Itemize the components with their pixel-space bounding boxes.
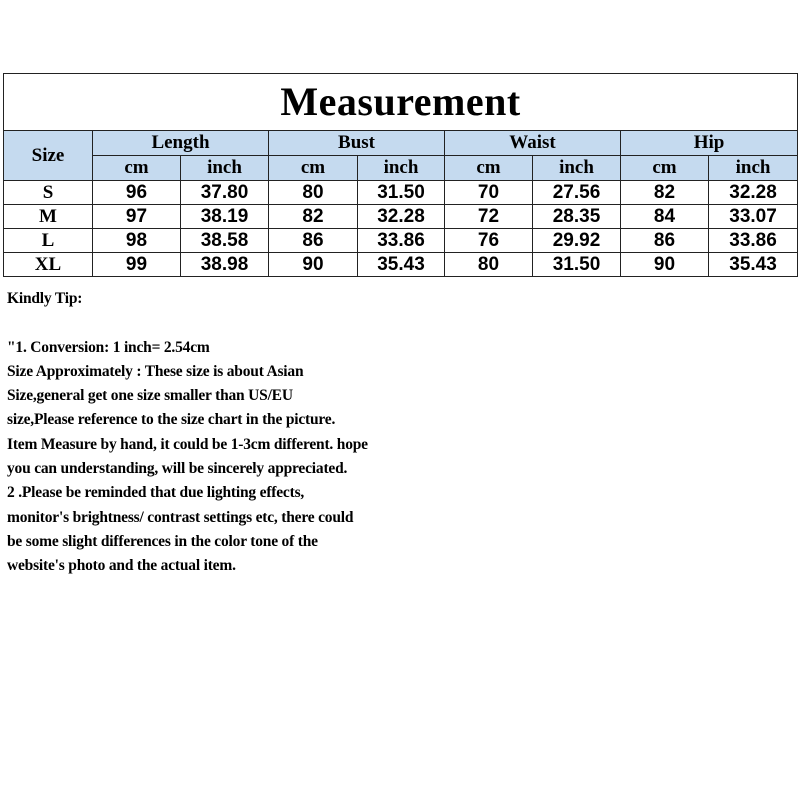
- unit-header: inch: [181, 156, 269, 181]
- unit-header: cm: [93, 156, 181, 181]
- value-cell: 72: [445, 205, 533, 229]
- value-cell: 33.86: [358, 229, 445, 253]
- size-cell: L: [4, 229, 93, 253]
- unit-header: inch: [358, 156, 445, 181]
- size-cell: M: [4, 205, 93, 229]
- group-header-bust: Bust: [269, 131, 445, 156]
- value-cell: 38.58: [181, 229, 269, 253]
- tip-line: monitor's brightness/ contrast settings etc, there could: [7, 508, 354, 526]
- value-cell: 96: [93, 181, 181, 205]
- unit-header-row: [4, 156, 798, 181]
- size-chart: [3, 73, 797, 277]
- value-cell: 33.07: [709, 205, 798, 229]
- unit-header: inch: [709, 156, 798, 181]
- value-cell: 37.80: [181, 181, 269, 205]
- value-cell: 27.56: [533, 181, 621, 205]
- value-cell: 35.43: [709, 253, 798, 277]
- size-cell: XL: [4, 253, 93, 277]
- value-cell: 98: [93, 229, 181, 253]
- value-cell: 28.35: [533, 205, 621, 229]
- unit-header: cm: [621, 156, 709, 181]
- kindly-tip-notes: [7, 287, 467, 579]
- value-cell: 70: [445, 181, 533, 205]
- value-cell: 86: [269, 229, 358, 253]
- value-cell: 80: [445, 253, 533, 277]
- value-cell: 90: [621, 253, 709, 277]
- group-header-hip: Hip: [621, 131, 798, 156]
- size-cell: S: [4, 181, 93, 205]
- value-cell: 90: [269, 253, 358, 277]
- value-cell: 33.86: [709, 229, 798, 253]
- value-cell: 31.50: [358, 181, 445, 205]
- value-cell: 31.50: [533, 253, 621, 277]
- value-cell: 38.19: [181, 205, 269, 229]
- group-header-row: [4, 131, 798, 156]
- tip-line: you can understanding, will be sincerely appreciated.: [7, 460, 348, 478]
- value-cell: 82: [269, 205, 358, 229]
- value-cell: 35.43: [358, 253, 445, 277]
- table-row: [4, 181, 798, 205]
- tip-line: 2 .Please be reminded that due lighting effects,: [7, 484, 305, 502]
- tip-line: be some slight differences in the color tone of the: [7, 532, 318, 550]
- unit-header: inch: [533, 156, 621, 181]
- size-header: Size: [4, 131, 93, 181]
- table-row: [4, 205, 798, 229]
- value-cell: 82: [621, 181, 709, 205]
- blank-line: [7, 311, 467, 335]
- value-cell: 32.28: [709, 181, 798, 205]
- value-cell: 32.28: [358, 205, 445, 229]
- tip-line: "1. Conversion: 1 inch= 2.54cm: [7, 338, 210, 356]
- group-header-length: Length: [93, 131, 269, 156]
- measurement-table: [3, 73, 798, 277]
- tip-heading: Kindly Tip:: [7, 290, 83, 307]
- value-cell: 99: [93, 253, 181, 277]
- value-cell: 29.92: [533, 229, 621, 253]
- value-cell: 76: [445, 229, 533, 253]
- table-row: [4, 229, 798, 253]
- value-cell: 97: [93, 205, 181, 229]
- tip-line: Size Approximately : These size is about Asian: [7, 362, 304, 380]
- table-title: Measurement: [4, 74, 798, 131]
- tip-line: website's photo and the actual item.: [7, 557, 236, 575]
- table-row: [4, 253, 798, 277]
- tip-line: Size,general get one size smaller than US/EU: [7, 387, 293, 405]
- tip-line: Item Measure by hand, it could be 1-3cm different. hope: [7, 435, 368, 453]
- group-header-waist: Waist: [445, 131, 621, 156]
- tip-line: size,Please reference to the size chart in the picture.: [7, 411, 336, 429]
- value-cell: 38.98: [181, 253, 269, 277]
- unit-header: cm: [269, 156, 358, 181]
- unit-header: cm: [445, 156, 533, 181]
- value-cell: 86: [621, 229, 709, 253]
- value-cell: 80: [269, 181, 358, 205]
- value-cell: 84: [621, 205, 709, 229]
